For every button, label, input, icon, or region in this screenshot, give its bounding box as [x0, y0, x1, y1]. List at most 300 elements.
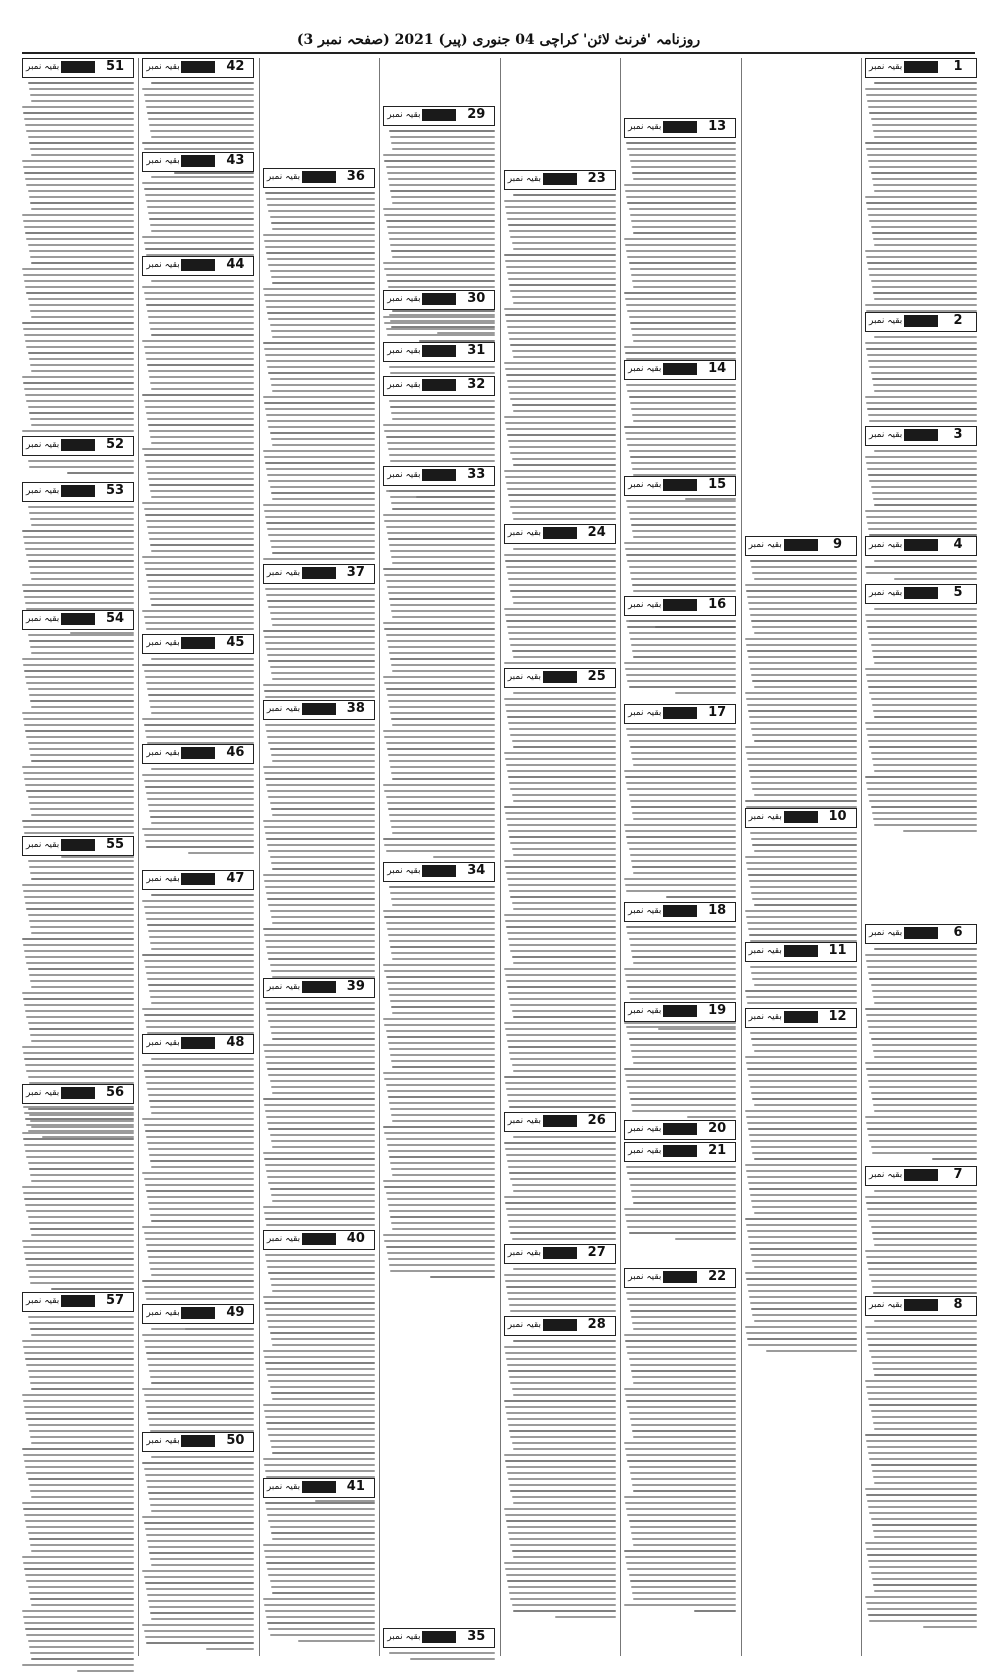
text-line: [629, 1092, 737, 1094]
text-line: [146, 200, 255, 202]
header-bar: [784, 811, 818, 823]
text-line: [268, 1520, 374, 1522]
text-line: [23, 998, 134, 1000]
text-line: [30, 1544, 134, 1546]
text-line: [149, 700, 254, 702]
text-line: [28, 914, 134, 916]
text-line: [505, 476, 616, 478]
text-line: [631, 1424, 736, 1426]
text-line: [749, 1134, 857, 1136]
text-line: [867, 208, 977, 210]
text-line: [263, 1404, 375, 1406]
text-line: [751, 1092, 856, 1094]
continuation-number: 8: [953, 1297, 963, 1312]
text-line: [865, 1250, 977, 1252]
text-line: [389, 454, 495, 456]
text-line: [513, 1556, 616, 1558]
text-line: [23, 1346, 134, 1348]
text-line: [869, 1512, 977, 1514]
text-line: [629, 316, 737, 318]
text-line: [388, 448, 496, 450]
text-line: [506, 1088, 616, 1090]
text-line: [506, 1466, 616, 1468]
text-line: [148, 1492, 254, 1494]
text-line: [148, 532, 254, 534]
text-line: [142, 1624, 254, 1626]
text-line: [25, 1010, 134, 1012]
text-line: [26, 1472, 134, 1474]
text-line: [26, 184, 134, 186]
text-line: [264, 1410, 375, 1412]
text-line: [271, 222, 375, 224]
header-bar: [663, 599, 697, 611]
text-line: [392, 148, 495, 150]
text-line: [627, 788, 736, 790]
text-line: [151, 442, 254, 444]
continuation-header: [22, 836, 134, 856]
text-line: [386, 796, 496, 798]
text-line: [509, 890, 615, 892]
text-line: [631, 644, 736, 646]
text-line: [26, 1526, 134, 1528]
text-line: [267, 1374, 375, 1376]
text-line: [871, 280, 977, 282]
text-line: [22, 268, 134, 270]
text-line: [386, 580, 496, 582]
text-line: [626, 1400, 736, 1402]
continuation-label: بقیہ نمبر: [26, 840, 60, 850]
text-line: [144, 780, 255, 782]
text-line: [392, 418, 495, 420]
text-line: [24, 1058, 134, 1060]
text-line: [146, 682, 255, 684]
text-line: [512, 794, 616, 796]
text-line: [263, 1350, 375, 1352]
text-line: [387, 802, 496, 804]
text-line: [266, 522, 375, 524]
text-line: [510, 506, 615, 508]
continuation-body: [865, 1190, 977, 1306]
text-line: [626, 1562, 736, 1564]
text-line: [150, 1214, 254, 1216]
column-divider: [741, 58, 742, 1656]
text-line: [142, 394, 254, 396]
text-line: [505, 1460, 616, 1462]
continuation-header: [142, 152, 254, 172]
text-line: [626, 1166, 736, 1168]
text-line: [149, 936, 254, 938]
text-line: [77, 1670, 134, 1672]
text-line: [31, 424, 134, 426]
text-line: [272, 922, 375, 924]
continuation-label: بقیہ نمبر: [266, 172, 301, 182]
text-line: [265, 1308, 375, 1310]
text-line: [507, 824, 616, 826]
text-line: [266, 198, 375, 200]
text-line: [146, 1136, 255, 1138]
text-line: [508, 722, 616, 724]
continuation-item: [745, 536, 857, 830]
text-line: [509, 392, 615, 394]
text-line: [390, 1162, 495, 1164]
text-line: [748, 710, 857, 712]
text-line: [388, 592, 496, 594]
text-line: [632, 1322, 736, 1324]
text-line: [24, 280, 134, 282]
text-line: [506, 1358, 616, 1360]
text-line: [625, 244, 736, 246]
continuation-header: [263, 1478, 375, 1498]
text-line: [752, 1044, 856, 1046]
text-line: [506, 1154, 616, 1156]
header-bar: [663, 1145, 697, 1157]
text-line: [389, 400, 495, 402]
text-line: [265, 1218, 375, 1220]
text-line: [146, 736, 255, 738]
continuation-number: 25: [587, 669, 606, 684]
text-line: [874, 1428, 977, 1430]
text-line: [754, 794, 857, 796]
text-line: [146, 358, 255, 360]
text-line: [22, 1132, 134, 1134]
text-line: [22, 712, 134, 714]
text-line: [506, 212, 616, 214]
continuation-item: [142, 870, 254, 1056]
text-line: [867, 1208, 977, 1210]
text-line: [390, 946, 495, 948]
text-line: [624, 968, 736, 970]
text-line: [28, 1216, 134, 1218]
text-line: [31, 1550, 134, 1552]
continuation-number: 29: [467, 107, 486, 122]
text-line: [506, 1034, 616, 1036]
text-line: [865, 142, 977, 144]
text-line: [865, 196, 977, 198]
continuation-item: [504, 1112, 616, 1256]
text-line: [632, 226, 736, 228]
continuation-label: بقیہ نمبر: [507, 672, 542, 682]
text-line: [25, 1520, 134, 1522]
text-line: [630, 1526, 736, 1528]
text-line: [748, 1290, 857, 1292]
text-line: [506, 980, 616, 982]
text-line: [508, 1046, 616, 1048]
text-line: [387, 532, 496, 534]
continuation-number: 47: [226, 871, 245, 886]
continuation-header: [263, 978, 375, 998]
text-line: [267, 654, 375, 656]
continuation-item: [22, 436, 134, 478]
text-line: [632, 758, 736, 760]
text-line: [263, 820, 375, 822]
column: [504, 58, 616, 1656]
text-line: [24, 226, 134, 228]
continuation-item: [142, 634, 254, 754]
text-line: [390, 1108, 495, 1110]
text-line: [626, 620, 736, 622]
text-line: [29, 866, 134, 868]
text-line: [507, 716, 616, 718]
text-line: [271, 330, 375, 332]
text-line: [873, 1422, 977, 1424]
text-line: [865, 668, 977, 670]
text-line: [509, 1376, 615, 1378]
text-line: [265, 1470, 375, 1472]
text-line: [745, 1218, 857, 1220]
header-bar: [904, 429, 938, 441]
continuation-header: [22, 1292, 134, 1312]
continuation-number: 30: [467, 291, 486, 306]
text-line: [631, 1478, 736, 1480]
text-line: [873, 1476, 977, 1478]
continuation-body: [745, 1032, 857, 1352]
continuation-header: [745, 1008, 857, 1028]
text-line: [31, 1126, 134, 1128]
text-line: [748, 1344, 857, 1346]
text-line: [748, 928, 857, 930]
text-line: [387, 1036, 496, 1038]
text-line: [874, 336, 977, 338]
text-line: [630, 854, 736, 856]
text-line: [388, 1204, 496, 1206]
continuation-header: [22, 610, 134, 630]
text-line: [512, 1010, 616, 1012]
text-line: [509, 1226, 615, 1228]
text-line: [386, 850, 496, 852]
text-line: [390, 712, 495, 714]
text-line: [392, 778, 495, 780]
text-line: [507, 1472, 616, 1474]
text-line: [627, 1298, 736, 1300]
continuation-header: [22, 58, 134, 78]
text-line: [631, 1190, 736, 1192]
text-line: [866, 620, 977, 622]
text-line: [266, 1422, 375, 1424]
text-line: [867, 1446, 977, 1448]
text-line: [505, 920, 616, 922]
text-line: [867, 1074, 977, 1076]
text-line: [752, 1314, 856, 1316]
text-line: [264, 1104, 375, 1106]
text-line: [752, 572, 856, 574]
text-line: [509, 338, 615, 340]
continuation-header: [865, 1166, 977, 1186]
text-line: [630, 638, 736, 640]
text-line: [867, 354, 977, 356]
text-line: [28, 1478, 134, 1480]
text-line: [263, 1598, 375, 1600]
text-line: [867, 680, 977, 682]
text-line: [867, 522, 977, 524]
text-line: [626, 1026, 736, 1028]
text-line: [266, 1224, 375, 1226]
text-line: [384, 682, 495, 684]
text-line: [31, 208, 134, 210]
text-line: [142, 448, 254, 450]
text-line: [874, 1190, 977, 1192]
text-line: [271, 492, 375, 494]
text-line: [629, 1358, 737, 1360]
text-line: [384, 268, 495, 270]
continuation-number: 22: [708, 1269, 727, 1284]
text-line: [866, 728, 977, 730]
text-line: [148, 1418, 254, 1420]
text-line: [508, 440, 616, 442]
text-line: [746, 1278, 857, 1280]
text-line: [509, 584, 615, 586]
text-line: [142, 610, 254, 612]
text-line: [872, 232, 977, 234]
text-line: [150, 1106, 254, 1108]
text-line: [865, 396, 977, 398]
continuation-header: [504, 524, 616, 544]
text-line: [627, 1406, 736, 1408]
text-line: [23, 166, 134, 168]
text-line: [626, 1220, 736, 1222]
text-line: [392, 562, 495, 564]
text-line: [147, 688, 255, 690]
text-line: [629, 1178, 737, 1180]
continuation-header: [22, 436, 134, 456]
text-line: [505, 1352, 616, 1354]
text-line: [144, 508, 255, 510]
text-line: [513, 1070, 616, 1072]
text-line: [271, 754, 375, 756]
text-line: [509, 284, 615, 286]
text-line: [513, 1394, 616, 1396]
text-line: [512, 956, 616, 958]
text-line: [147, 472, 255, 474]
text-line: [633, 656, 736, 658]
text-line: [625, 1074, 736, 1076]
text-line: [869, 638, 977, 640]
text-line: [626, 304, 736, 306]
text-line: [30, 754, 134, 756]
text-line: [512, 650, 616, 652]
text-line: [507, 1418, 616, 1420]
text-line: [22, 1340, 134, 1342]
text-line: [872, 378, 977, 380]
text-line: [867, 1338, 977, 1340]
header-bar: [663, 1123, 697, 1135]
text-line: [266, 1368, 375, 1370]
text-line: [745, 1110, 857, 1112]
text-line: [391, 898, 495, 900]
text-line: [144, 616, 255, 618]
text-line: [384, 160, 495, 162]
text-line: [632, 584, 736, 586]
text-line: [505, 1568, 616, 1570]
text-line: [145, 786, 255, 788]
continuation-body: [504, 1340, 616, 1618]
continuation-header: [383, 862, 495, 882]
text-line: [627, 1226, 736, 1228]
text-line: [505, 368, 616, 370]
text-line: [510, 950, 615, 952]
text-line: [142, 88, 254, 90]
text-line: [749, 662, 857, 664]
text-line: [866, 1256, 977, 1258]
text-line: [766, 1350, 857, 1352]
text-line: [872, 1578, 977, 1580]
text-line: [25, 1150, 134, 1152]
text-line: [389, 940, 495, 942]
text-line: [750, 1086, 856, 1088]
text-line: [30, 700, 134, 702]
text-line: [509, 728, 615, 730]
text-line: [149, 1606, 254, 1608]
text-line: [868, 1560, 977, 1562]
text-line: [632, 1376, 736, 1378]
text-line: [267, 898, 375, 900]
text-line: [147, 1088, 255, 1090]
text-line: [31, 1234, 134, 1236]
continuation-body: [383, 1652, 495, 1660]
text-line: [631, 462, 736, 464]
text-line: [631, 806, 736, 808]
text-line: [29, 1484, 134, 1486]
text-line: [865, 1380, 977, 1382]
text-line: [268, 1574, 374, 1576]
text-line: [392, 1120, 495, 1122]
continuation-label: بقیہ نمبر: [146, 748, 180, 758]
text-line: [869, 274, 977, 276]
continuation-item: [624, 118, 736, 382]
text-line: [391, 1222, 495, 1224]
text-line: [271, 970, 375, 972]
text-line: [868, 360, 977, 362]
continuation-label: بقیہ نمبر: [869, 1300, 903, 1310]
text-line: [272, 1200, 375, 1202]
text-line: [894, 578, 977, 580]
text-line: [867, 1608, 977, 1610]
text-line: [868, 414, 977, 416]
page-title: روزنامہ 'فرنٹ لائن' کراچی 04 جنوری (پیر) 2021 (صفحہ نمبر 3): [296, 32, 701, 48]
continuation-header: [504, 170, 616, 190]
text-line: [23, 1454, 134, 1456]
text-line: [144, 960, 255, 962]
header-bar: [543, 527, 577, 539]
text-line: [149, 810, 254, 812]
text-line: [383, 424, 495, 426]
text-line: [23, 112, 134, 114]
text-line: [505, 614, 616, 616]
text-line: [384, 790, 495, 792]
text-line: [505, 314, 616, 316]
text-line: [51, 1288, 134, 1290]
continuation-label: بقیہ نمبر: [387, 1632, 421, 1642]
text-line: [625, 190, 736, 192]
text-line: [145, 1346, 255, 1348]
text-line: [629, 1038, 737, 1040]
text-line: [746, 996, 857, 998]
text-line: [750, 1140, 856, 1142]
text-line: [749, 1188, 857, 1190]
continuation-label: بقیہ نمبر: [146, 638, 180, 648]
text-line: [145, 298, 255, 300]
continuation-header: [22, 482, 134, 502]
text-line: [270, 748, 375, 750]
text-line: [270, 432, 375, 434]
text-line: [147, 580, 255, 582]
text-line: [632, 414, 736, 416]
text-line: [754, 1212, 857, 1214]
text-line: [272, 624, 375, 626]
text-line: [272, 1398, 375, 1400]
text-line: [267, 952, 375, 954]
text-line: [625, 298, 736, 300]
text-line: [625, 352, 736, 354]
